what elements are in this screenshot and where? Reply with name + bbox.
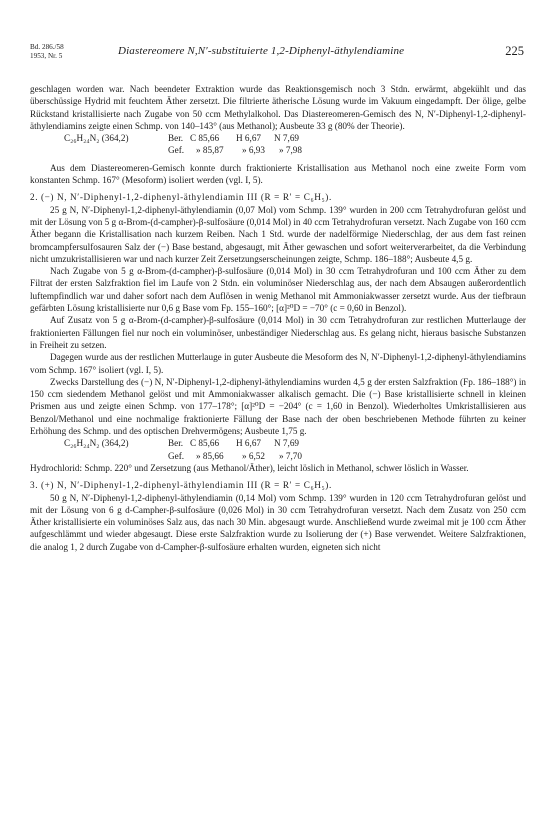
analysis-formula: C₂₆H₂₄N₂ (364,2) [64,133,129,144]
volume-line-2: 1953, Nr. 5 [30,51,63,60]
paragraph-8: Hydrochlorid: Schmp. 220° und Zersetzung (aus Methanol/Äther), leicht löslich in Methanol, schwer löslich in Wasser. [30,462,469,473]
analysis-block-1 [30,132,526,157]
analysis-calc-label: Ber. [168,438,184,449]
article-body [30,83,526,553]
volume-line-1: Bd. 286./58 [30,43,64,51]
analysis-found-label: Gef. [168,145,185,156]
analysis-calc-h: H 6,67 [236,438,262,449]
running-header [30,43,530,67]
analysis-found-label: Gef. [168,450,185,461]
paragraph-9: 50 g N, N′-Diphenyl-1,2-diphenyl-äthylendiamin (0,14 Mol) vom Schmp. 139° wurden in 120 ccm Tetrahydrofuran gelöst und mit der Lösung von 6 g d-Campher-β-sulfosäure (0,026 Mol) in 30 ccm Tetrahydrofuran versetzt. Nach dem Zusatz von 250 ccm Äther kristallisierte ein voluminöses Salz aus, das nach 30 Min. abgesaugt wurde. Anschließend wurde zweimal mit je 100 ccm Äther aufgeschlämmt und wieder abgesaugt. Diese erste Salzfraktion wurde zu Isolierung der (+) Base verwendet. Weitere Salzfraktionen, die analog 1, 2 durch Zugabe von d-Campher-β-sulfosäure erhalten wurden, eigneten sich nicht [30,492,526,552]
analysis-formula: C₂₆H₂₄N₂ (364,2) [64,438,129,449]
paragraph-5: Auf Zusatz von 5 g α-Brom-(d-campher)-β-sulfosäure (0,014 Mol) in 30 ccm Tetrahydrofuran zur restlichen Mutterlauge der fraktionierten Fällungen fiel nur noch ein voluminöser, unbeständiger Niederschlag aus. Es gelang nicht, hieraus basische Substanzen in Freiheit zu setzen. [30,315,526,350]
analysis-found-c: » 85,66 [196,450,224,461]
section-heading-3: 3. (+) N, N′-Diphenyl-1,2-diphenyl-äthylendiamin III (R = R′ = C₆H₅). [30,480,332,491]
analysis-calc-n: N 7,69 [274,438,300,449]
paragraph-3: 25 g N, N′-Diphenyl-1,2-diphenyl-äthylendiamin (0,07 Mol) vom Schmp. 139° wurden in 200 ccm Tetrahydrofuran gelöst und mit der Lösung von 5 g α-Brom-(d-campher)-β-sulfosäure (0,014 Mol) in 40 ccm Tetrahydrofuran versetzt. Nach Zugabe von 160 ccm Äther begann die Kristallisation nach kurzem Reiben. Nach 1 Std. wurde der nadelförmige Niederschlag, der aus dem fast reinen bromcampfersulfosauren Salz der (−) Base bestand, abgesaugt, mit Äther gewaschen und sofort weiterverarbeitet, da die Verbindung nicht umzukristallisieren war und nach kurzer Zeit Zersetzungserscheinungen zeigte, Schmp. 186–188°; Ausbeute 4,5 g. [30,204,526,264]
analysis-found-n: » 7,70 [279,450,302,461]
paragraph-7: Zwecks Darstellung des (−) N, N′-Diphenyl-1,2-diphenyl-äthylendiamins wurden 4,5 g der ersten Salzfraktion (Fp. 186–188°) in 150 ccm siedendem Methanol gelöst und mit Ammoniakwasser alkalisch gemacht. Die (−) Base kristallisierte schnell in kleinen Prismen aus und zeigte einen Schmp. von 177–178°; [α]²⁰D = −204° (c = 1,60 in Benzol). Wiederholtes Umkristallisieren aus Benzol/Methanol und eine nochmalige fraktionierte Fällung der Base nach der oben beschriebenen Methode führten zu keiner Erhöhung des Schmp. und des optischen Drehvermögens; Ausbeute 1,75 g. [30,376,526,437]
page-number: 225 [505,44,524,58]
analysis-block-2 [30,437,526,462]
volume-info [30,43,64,60]
analysis-found-c: » 85,87 [196,145,224,156]
analysis-calc-c: C 85,66 [190,133,220,144]
analysis-found-h: » 6,52 [242,450,265,461]
analysis-found-h: » 6,93 [242,145,265,156]
paragraph-2: Aus dem Diastereomeren-Gemisch konnte durch fraktionierte Kristallisation aus Methanol noch eine zweite Form vom konstanten Schmp. 167° (Mesoform) isoliert werden (vgl. I, 5). [30,162,526,186]
section-heading-2: 2. (−) N, N′-Diphenyl-1,2-diphenyl-äthylendiamin III (R = R′ = C₆H₅). [30,192,332,203]
paragraph-1: geschlagen worden war. Nach beendeter Extraktion wurde das Reaktionsgemisch noch 3 Stdn. erwärmt, abgekühlt und das überschüssige Hydrid mit feuchtem Äther zersetzt. Die filtrierte ätherische Lösung wurde im Vakuum eingedampft. Der ölige, gelbe Rückstand kristallisierte nach Zugabe von 50 ccm Methylalkohol. Das Diastereomeren-Gemisch des N, N′-Diphenyl-1,2-diphenyl-äthylendiamins zeigte einen Schmp. von 140–143° (aus Methanol); Ausbeute 33 g (80% der Theorie). [30,84,526,131]
paragraph-4: Nach Zugabe von 5 g α-Brom-(d-campher)-β-sulfosäure (0,014 Mol) in 30 ccm Tetrahydrofuran und 100 ccm Äther zu dem Filtrat der ersten Salzfraktion fiel im Laufe von 2 Stdn. ein voluminöser Niederschlag aus, der nach dem Absaugen außerordentlich luftempfindlich war und daher sofort nach dem Auflösen in wenig Methanol mit Ammoniakwasser zersetzt wurde. Aus der tiefbraun gefärbten Lösung kristallisierte nur 0,6 g Base vom Fp. 155–160°; [α]²⁰D = −70° (c = 0,60 in Benzol). [30,266,526,314]
analysis-found-n: » 7,98 [279,145,302,156]
paragraph-6: Dagegen wurde aus der restlichen Mutterlauge in guter Ausbeute die Mesoform des N, N′-Diphenyl-1,2-diphenyl-äthylendiamins vom Schmp. 167° isoliert (vgl. I, 5). [30,352,526,375]
analysis-calc-n: N 7,69 [274,133,300,144]
analysis-calc-label: Ber. [168,133,184,144]
analysis-calc-h: H 6,67 [236,133,262,144]
running-title: Diastereomere N,N′-substituierte 1,2-Diphenyl-äthylendiamine [118,45,405,57]
analysis-calc-c: C 85,66 [190,438,220,449]
